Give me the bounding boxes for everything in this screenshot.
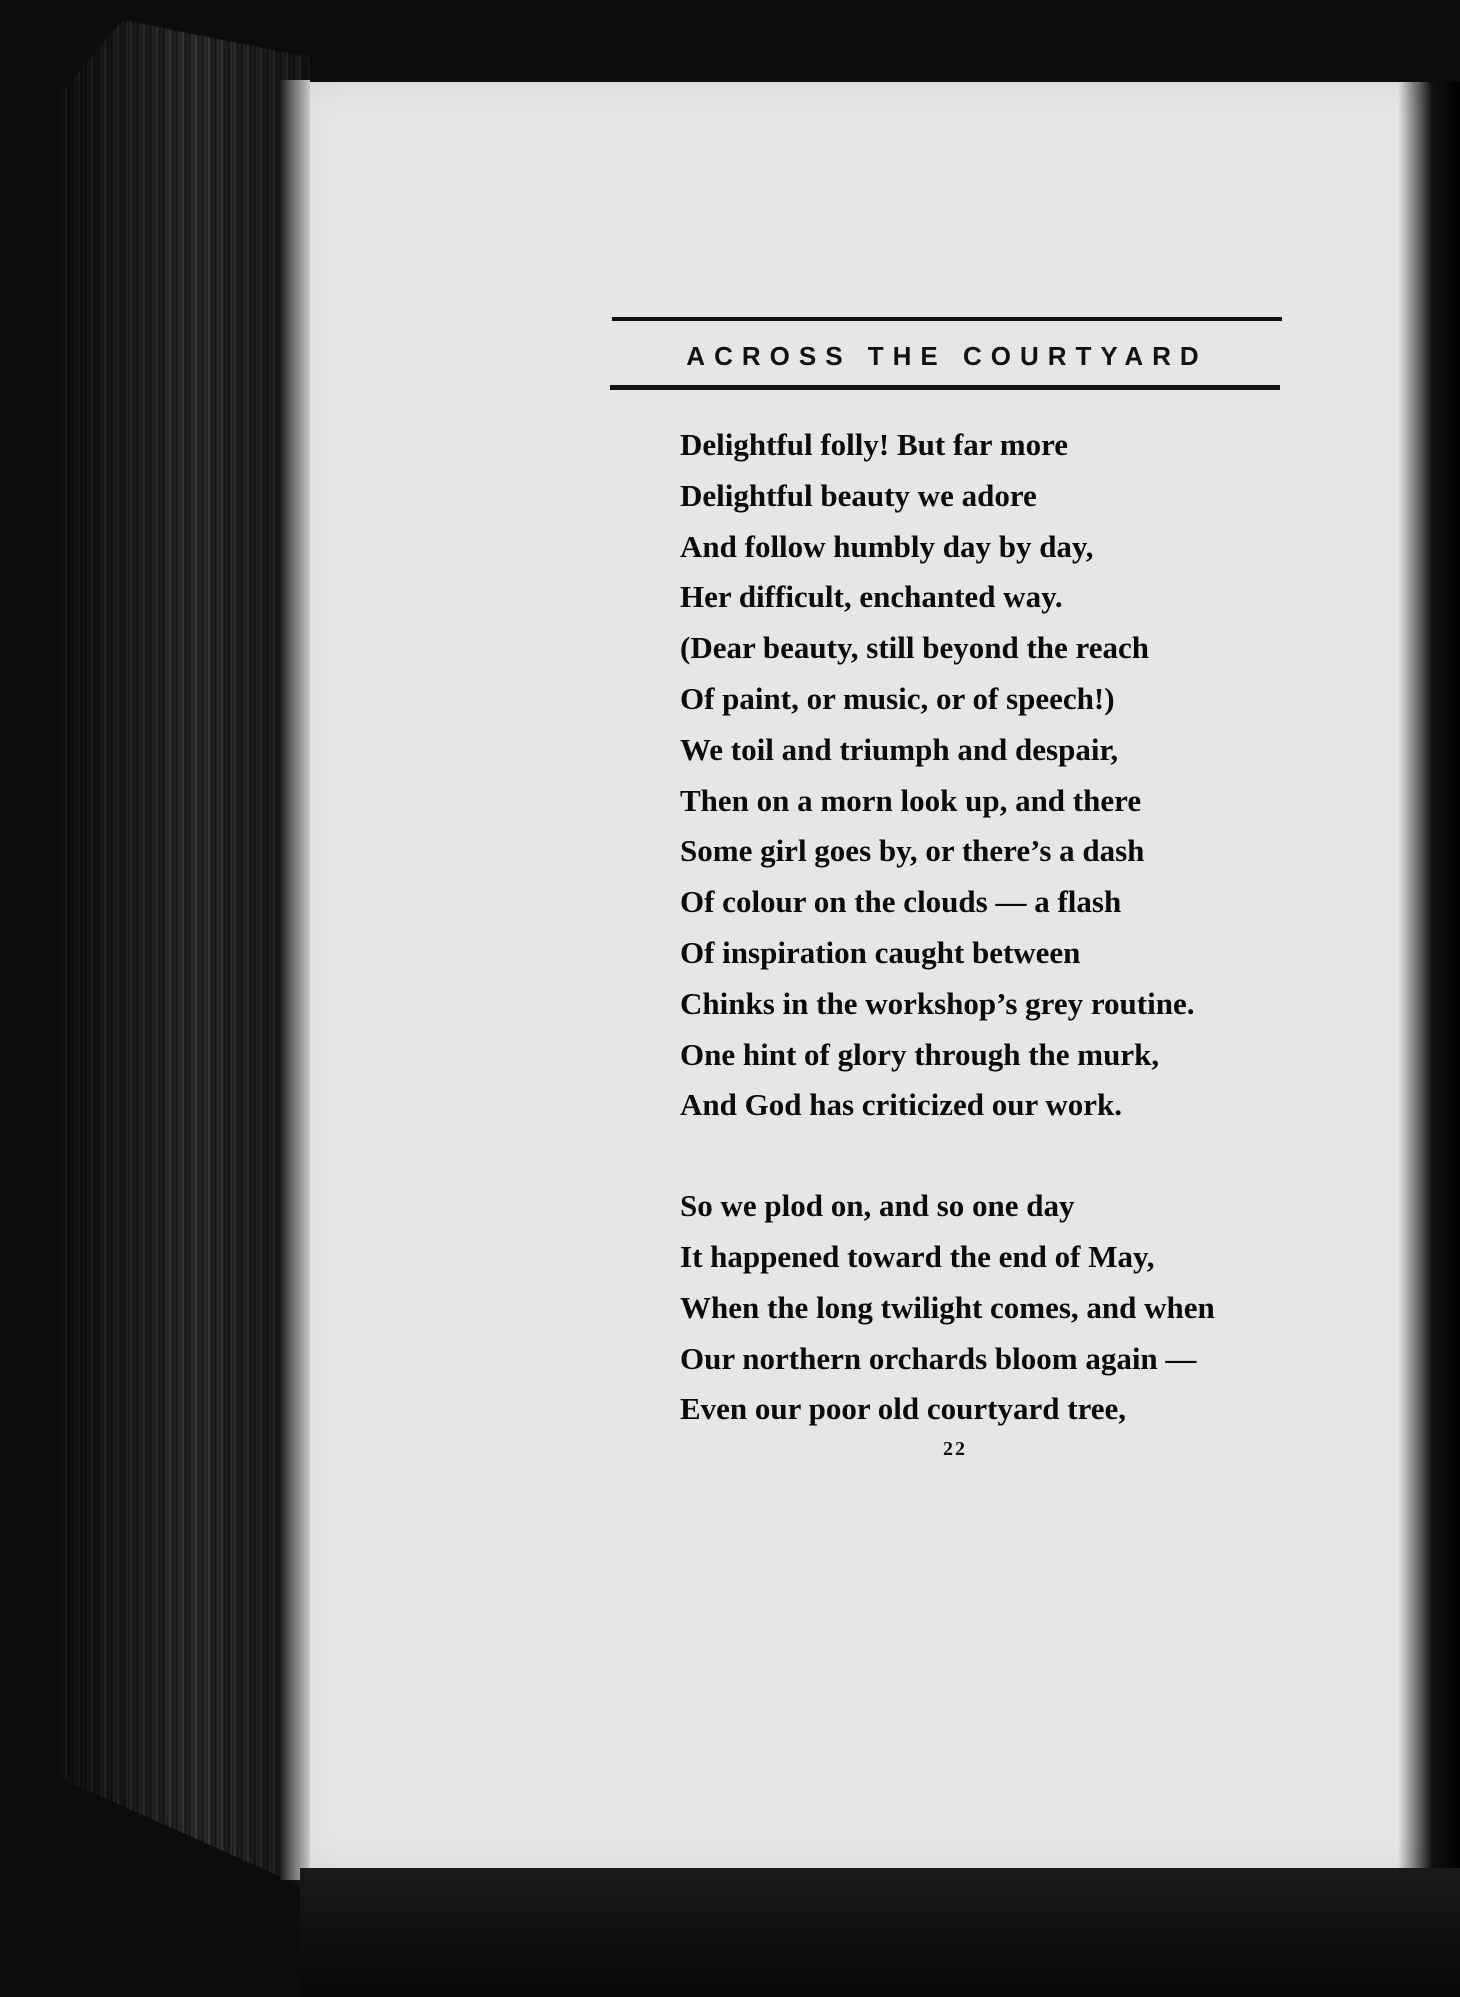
poem-line: Then on a morn look up, and there bbox=[680, 782, 1142, 818]
header-rule-top bbox=[612, 317, 1282, 321]
poem-line: So we plod on, and so one day bbox=[680, 1188, 1075, 1224]
poem-line: Delightful folly! But far more bbox=[680, 427, 1069, 462]
running-head: ACROSS THE COURTYARD bbox=[686, 341, 1208, 371]
poem-line: One hint of glory through the murk, bbox=[680, 1036, 1160, 1072]
poem-line: Of paint, or music, or of speech!) bbox=[680, 680, 1115, 716]
poem-line: And God has criticized our work. bbox=[680, 1087, 1123, 1123]
stanza-1 bbox=[680, 420, 1280, 1131]
poem-text bbox=[680, 420, 1280, 1435]
poem-line: It happened toward the end of May, bbox=[680, 1238, 1155, 1274]
poem-line: Delightful beauty we adore bbox=[680, 477, 1037, 513]
header-rule-bottom bbox=[610, 385, 1280, 390]
poem-line: (Dear beauty, still beyond the reach bbox=[680, 630, 1150, 666]
poem-line: We toil and triumph and despair, bbox=[680, 731, 1119, 767]
stanza-2 bbox=[680, 1181, 1280, 1435]
right-page-shadow bbox=[1398, 82, 1460, 1872]
poem-line: Even our poor old courtyard tree, bbox=[680, 1391, 1127, 1427]
poem-line: Her difficult, enchanted way. bbox=[680, 579, 1063, 615]
poem-line: Some girl goes by, or there’s a dash bbox=[680, 833, 1145, 869]
page-number: 22 bbox=[943, 1438, 967, 1460]
poem-line: Our northern orchards bloom again — bbox=[680, 1340, 1197, 1376]
poem-line: When the long twilight comes, and when bbox=[680, 1289, 1215, 1325]
poem-line: Of colour on the clouds — a flash bbox=[680, 884, 1122, 920]
bottom-shadow bbox=[300, 1868, 1460, 1997]
book-edge-shadow bbox=[60, 20, 310, 1890]
poem-line: Of inspiration caught between bbox=[680, 934, 1081, 970]
poem-line: And follow humbly day by day, bbox=[680, 528, 1094, 564]
stanza-break bbox=[680, 1131, 1280, 1181]
poem-line: Chinks in the workshop’s grey routine. bbox=[680, 985, 1195, 1021]
page-gutter bbox=[280, 80, 310, 1880]
